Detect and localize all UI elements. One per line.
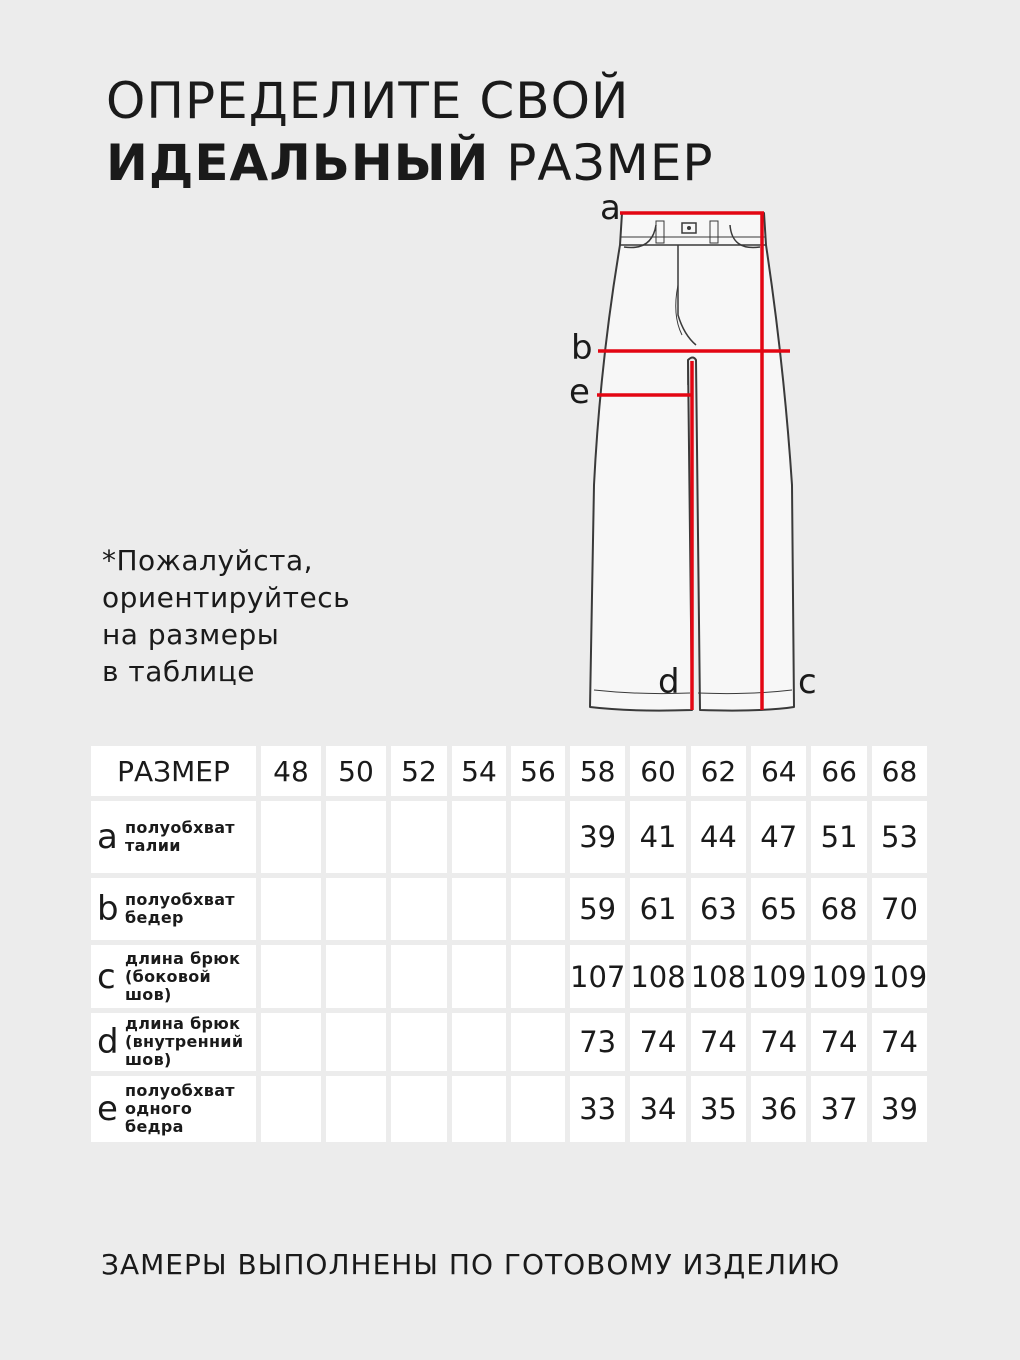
value-cell: 65 bbox=[751, 878, 806, 940]
row-letter: a bbox=[97, 817, 118, 857]
value-cell: 74 bbox=[751, 1013, 806, 1071]
value-cell: 61 bbox=[630, 878, 685, 940]
row-letter: e bbox=[97, 1089, 118, 1129]
label-d: d bbox=[658, 662, 680, 702]
value-cell: 109 bbox=[811, 945, 866, 1008]
pants-measurement-diagram bbox=[560, 185, 840, 725]
size-header-label: РАЗМЕР bbox=[91, 746, 256, 796]
value-cell: 73 bbox=[570, 1013, 625, 1071]
value-cell: 34 bbox=[630, 1076, 685, 1142]
row-label-cell bbox=[91, 878, 256, 940]
value-cell: 47 bbox=[751, 801, 806, 873]
value-cell bbox=[511, 1076, 565, 1142]
value-cell: 44 bbox=[691, 801, 746, 873]
table-row bbox=[91, 878, 927, 940]
value-cell bbox=[261, 945, 321, 1008]
value-cell: 108 bbox=[691, 945, 746, 1008]
value-cell bbox=[391, 1013, 447, 1071]
row-label-cell bbox=[91, 1013, 256, 1071]
row-description: длина брюк (внутренний шов) bbox=[125, 1014, 244, 1069]
table-row bbox=[91, 1076, 927, 1142]
value-cell: 74 bbox=[872, 1013, 927, 1071]
value-cell: 36 bbox=[751, 1076, 806, 1142]
value-cell bbox=[326, 801, 386, 873]
size-header-cell: 54 bbox=[452, 746, 506, 796]
note-line-2: ориентируйтесь bbox=[102, 581, 351, 614]
value-cell: 59 bbox=[570, 878, 625, 940]
value-cell: 41 bbox=[630, 801, 685, 873]
value-cell: 74 bbox=[811, 1013, 866, 1071]
value-cell: 37 bbox=[811, 1076, 866, 1142]
value-cell bbox=[261, 878, 321, 940]
size-header-cell: 68 bbox=[872, 746, 927, 796]
row-label-cell bbox=[91, 1076, 256, 1142]
value-cell bbox=[452, 878, 506, 940]
value-cell: 39 bbox=[570, 801, 625, 873]
value-cell bbox=[452, 945, 506, 1008]
size-header-cell: 50 bbox=[326, 746, 386, 796]
size-header-cell: 66 bbox=[811, 746, 866, 796]
value-cell bbox=[511, 1013, 565, 1071]
title-line-1: ОПРЕДЕЛИТЕ СВОЙ bbox=[106, 72, 630, 130]
size-header-cell: 56 bbox=[511, 746, 565, 796]
value-cell: 51 bbox=[811, 801, 866, 873]
size-header-cell: 62 bbox=[691, 746, 746, 796]
row-description: полуобхват одного бедра bbox=[125, 1081, 235, 1136]
value-cell: 70 bbox=[872, 878, 927, 940]
note-line-4: в таблице bbox=[102, 655, 256, 688]
value-cell bbox=[391, 801, 447, 873]
size-header-cell: 58 bbox=[570, 746, 625, 796]
row-label-cell bbox=[91, 945, 256, 1008]
table-row bbox=[91, 945, 927, 1008]
value-cell bbox=[261, 801, 321, 873]
value-cell: 74 bbox=[630, 1013, 685, 1071]
value-cell bbox=[452, 801, 506, 873]
button-dot bbox=[687, 226, 691, 230]
note-line-3: на размеры bbox=[102, 618, 280, 651]
value-cell bbox=[511, 945, 565, 1008]
row-letter: d bbox=[97, 1022, 119, 1062]
row-label-cell bbox=[91, 801, 256, 873]
label-a: a bbox=[600, 188, 621, 228]
value-cell: 68 bbox=[811, 878, 866, 940]
value-cell bbox=[391, 1076, 447, 1142]
row-description: длина брюк (боковой шов) bbox=[125, 948, 241, 1004]
size-header-cell: 60 bbox=[630, 746, 685, 796]
value-cell bbox=[452, 1013, 506, 1071]
row-description: полуобхват талии bbox=[125, 818, 235, 855]
footer-note: ЗАМЕРЫ ВЫПОЛНЕНЫ ПО ГОТОВОМУ ИЗДЕЛИЮ bbox=[101, 1248, 841, 1281]
value-cell: 108 bbox=[630, 945, 685, 1008]
value-cell: 74 bbox=[691, 1013, 746, 1071]
size-header-cell: 52 bbox=[391, 746, 447, 796]
value-cell: 33 bbox=[570, 1076, 625, 1142]
note-line-1: *Пожалуйста, bbox=[102, 544, 313, 577]
label-e: e bbox=[569, 372, 590, 412]
value-cell bbox=[261, 1076, 321, 1142]
value-cell: 107 bbox=[570, 945, 625, 1008]
table-row bbox=[91, 1013, 927, 1071]
row-letter: c bbox=[97, 956, 116, 997]
pants-illustration bbox=[560, 185, 840, 725]
value-cell bbox=[391, 878, 447, 940]
value-cell: 63 bbox=[691, 878, 746, 940]
value-cell: 109 bbox=[751, 945, 806, 1008]
row-description: полуобхват бедер bbox=[125, 890, 235, 927]
value-cell bbox=[326, 1076, 386, 1142]
value-cell: 35 bbox=[691, 1076, 746, 1142]
value-cell bbox=[511, 801, 565, 873]
size-header-cell: 48 bbox=[261, 746, 321, 796]
table-row bbox=[91, 801, 927, 873]
label-c: c bbox=[798, 662, 817, 702]
page-title bbox=[106, 70, 714, 194]
size-note bbox=[102, 542, 350, 690]
value-cell: 109 bbox=[872, 945, 927, 1008]
size-header-row bbox=[91, 746, 927, 796]
value-cell bbox=[261, 1013, 321, 1071]
value-cell bbox=[511, 878, 565, 940]
title-line-2-rest: РАЗМЕР bbox=[489, 134, 714, 192]
value-cell bbox=[391, 945, 447, 1008]
value-cell bbox=[326, 878, 386, 940]
row-letter: b bbox=[97, 889, 119, 929]
size-table bbox=[86, 741, 932, 1147]
value-cell bbox=[452, 1076, 506, 1142]
value-cell bbox=[326, 1013, 386, 1071]
value-cell: 53 bbox=[872, 801, 927, 873]
value-cell: 39 bbox=[872, 1076, 927, 1142]
title-line-2-bold: ИДЕАЛЬНЫЙ bbox=[106, 134, 490, 192]
label-b: b bbox=[571, 328, 593, 368]
value-cell bbox=[326, 945, 386, 1008]
size-header-cell: 64 bbox=[751, 746, 806, 796]
